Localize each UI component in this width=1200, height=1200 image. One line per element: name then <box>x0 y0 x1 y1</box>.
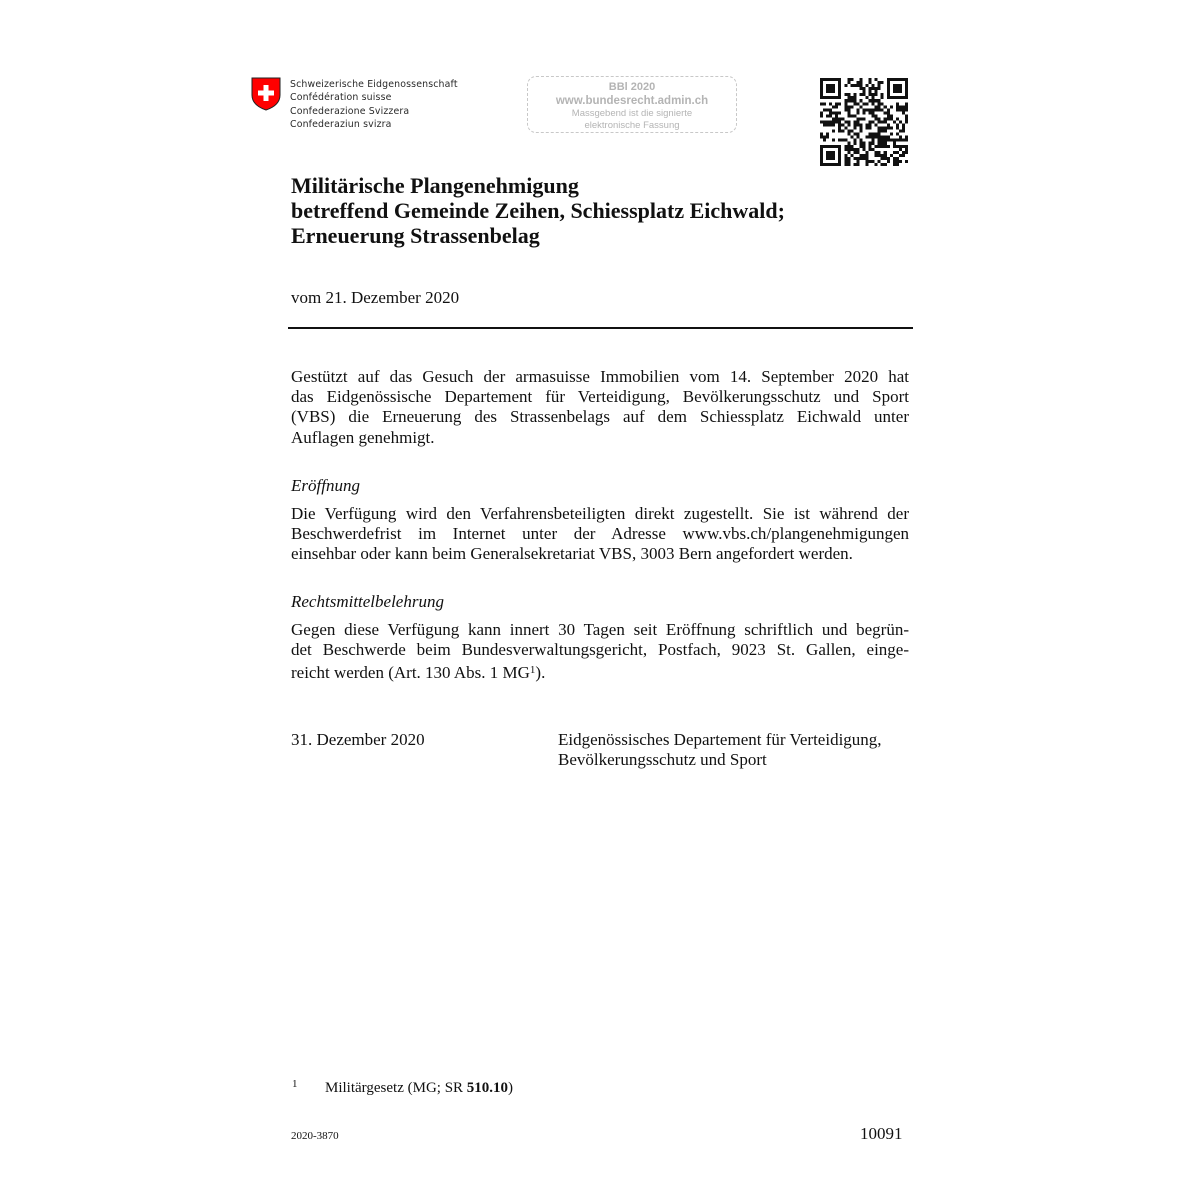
appeal-heading: Rechtsmittelbelehrung <box>291 592 444 611</box>
appeal-paragraph <box>291 620 909 684</box>
intro-line-1: Gestützt auf das Gesuch der armasuisse Immobilien vom 14. September 2020 hat <box>291 367 909 386</box>
confederation-line-de: Schweizerische Eidgenossenschaft <box>290 79 458 90</box>
qr-code-icon <box>820 78 908 166</box>
signature-department <box>558 730 882 770</box>
opening-paragraph <box>291 504 909 565</box>
footnote-text <box>325 1080 513 1097</box>
document-number: 2020-3870 <box>291 1130 339 1142</box>
opening-heading: Eröffnung <box>291 476 360 495</box>
footnote-sr-number: 510.10 <box>466 1080 509 1096</box>
page-number: 10091 <box>860 1124 903 1143</box>
appeal-line-3-end: ). <box>535 663 546 683</box>
confederation-name <box>290 78 458 131</box>
confederation-line-rm: Confederaziun svizra <box>290 118 392 130</box>
stamp-line-3: Massgebend ist die signierte <box>571 108 693 119</box>
title-line-1: Militärische Plangenehmigung <box>291 173 579 198</box>
intro-line-4: Auflagen genehmigt. <box>291 427 435 447</box>
confederation-line-it: Confederazione Svizzera <box>290 105 410 117</box>
title-divider <box>288 327 913 329</box>
title-line-2: betreffend Gemeinde Zeihen, Schiessplatz Eichwald; <box>291 198 785 223</box>
signature-date: 31. Dezember 2020 <box>291 730 425 749</box>
footnote-number: 1 <box>292 1078 298 1090</box>
department-line-1: Eidgenössisches Departement für Verteidigung, <box>558 730 882 749</box>
intro-line-2: das Eidgenössische Departement für Verteidigung, Bevölkerungsschutz und Sport <box>291 387 909 407</box>
footnote-text-main: Militärgesetz (MG; SR <box>325 1080 467 1096</box>
intro-paragraph <box>291 367 909 448</box>
department-line-2: Bevölkerungsschutz und Sport <box>558 750 767 770</box>
document-date: vom 21. Dezember 2020 <box>291 288 460 307</box>
opening-line-3: einsehbar oder kann beim Generalsekretariat VBS, 3003 Bern angefordert werden. <box>291 544 853 564</box>
stamp-line-2: www.bundesrecht.admin.ch <box>555 95 709 107</box>
stamp-line-4: elektronische Fassung <box>584 119 680 131</box>
intro-line-3: (VBS) die Erneuerung des Strassenbelags auf dem Schiessplatz Eichwald unter <box>291 407 909 427</box>
publication-stamp <box>527 76 737 133</box>
appeal-line-1: Gegen diese Verfügung kann innert 30 Tagen seit Eröffnung schriftlich und begrün- <box>291 620 909 639</box>
footnote-ref-marker[interactable]: 1 <box>529 664 536 677</box>
appeal-line-2: det Beschwerde beim Bundesverwaltungsgericht, Postfach, 9023 St. Gallen, einge- <box>291 640 909 660</box>
opening-line-2: Beschwerdefrist im Internet unter der Adresse www.vbs.ch/plangenehmigungen <box>291 524 909 544</box>
appeal-line-3-text: reicht werden (Art. 130 Abs. 1 MG <box>291 663 530 683</box>
footnote-text-close: ) <box>508 1080 514 1096</box>
appeal-line-3 <box>291 660 909 683</box>
opening-line-1: Die Verfügung wird den Verfahrensbeteiligten direkt zugestellt. Sie ist während der <box>291 504 909 523</box>
confederation-line-fr: Confédération suisse <box>290 92 392 104</box>
title-line-3: Erneuerung Strassenbelag <box>291 223 540 248</box>
swiss-crest-icon <box>251 77 281 111</box>
stamp-line-1: BBl 2020 <box>608 81 656 93</box>
document-title <box>291 173 931 248</box>
